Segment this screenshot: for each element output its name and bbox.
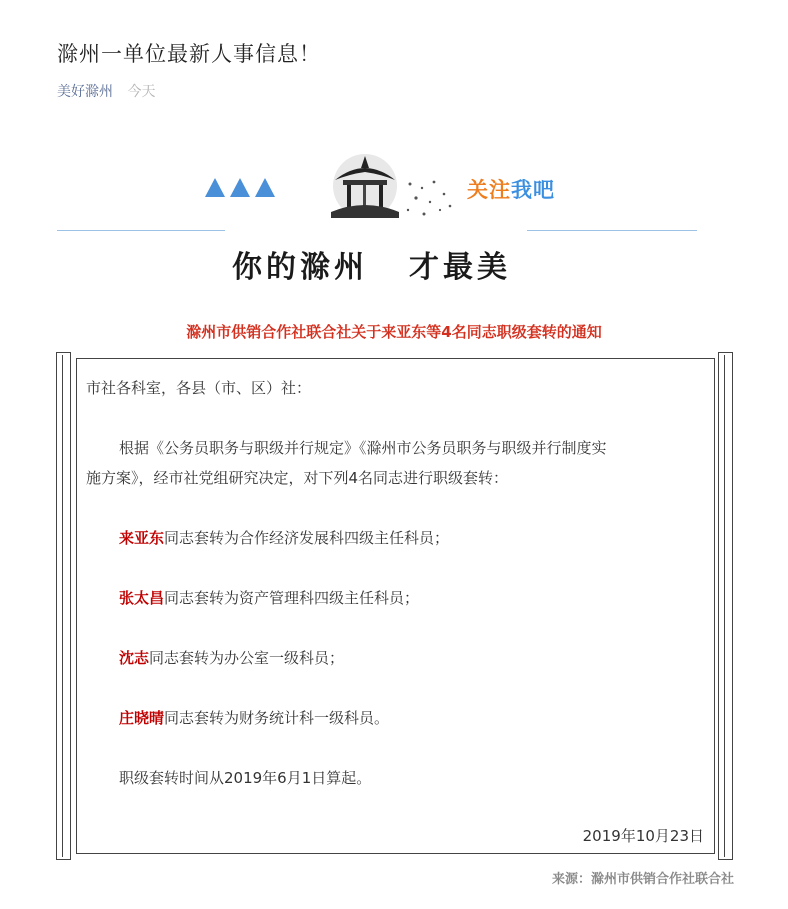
signature-date: 2019年10月23日: [582, 827, 704, 845]
arrow-up-icons: [203, 176, 279, 198]
source-credit: 来源：滁州市供销合作社联合社: [551, 872, 734, 887]
notice-title: 滁州市供销合作社联合社关于来亚东等4名同志职级套转的通知: [186, 323, 602, 341]
list-item: 来亚东同志套转为合作经济发展科四级主任科员；: [119, 529, 450, 547]
person-name: 沈志: [119, 649, 150, 667]
list-item: 庄晓晴同志套转为财务统计科一级科员。: [119, 709, 390, 727]
divider-left: [57, 230, 225, 231]
intro-line-1: 根据《公务员职务与职级并行规定》《滁州市公务员职务与职级并行制度实: [119, 439, 607, 457]
person-name: 庄晓晴: [119, 709, 165, 727]
publish-date: 今天: [127, 84, 156, 100]
notice-letter: [76, 358, 715, 854]
slogan-part1: 你的滁州: [232, 250, 368, 285]
account-name-link[interactable]: 美好滁州: [57, 84, 113, 100]
article-meta: [57, 81, 155, 101]
person-name: 来亚东: [119, 529, 165, 547]
follow-us-text: 关注我吧: [467, 178, 555, 202]
list-item: 张太昌同志套转为资产管理科四级主任科员；: [119, 589, 420, 607]
person-name: 张太昌: [119, 589, 165, 607]
banner-image: [57, 150, 697, 290]
pavilion-logo-icon: [325, 150, 405, 220]
divider-right: [527, 230, 697, 231]
frame-border-right: [718, 352, 733, 860]
intro-line-2: 施方案》，经市社党组研究决定，对下列4名同志进行职级套转：: [86, 469, 509, 487]
list-item: 沈志同志套转为办公室一级科员；: [119, 649, 345, 667]
article-title: 滁州一单位最新人事信息！: [57, 42, 321, 66]
slogan-part2: 才最美: [409, 250, 511, 285]
effective-date-text: 职级套转时间从2019年6月1日算起。: [119, 769, 372, 787]
frame-border-left: [56, 352, 71, 860]
ink-dots-decoration: [402, 178, 457, 218]
salutation: 市社各科室，各县（市、区）社：: [86, 379, 312, 397]
